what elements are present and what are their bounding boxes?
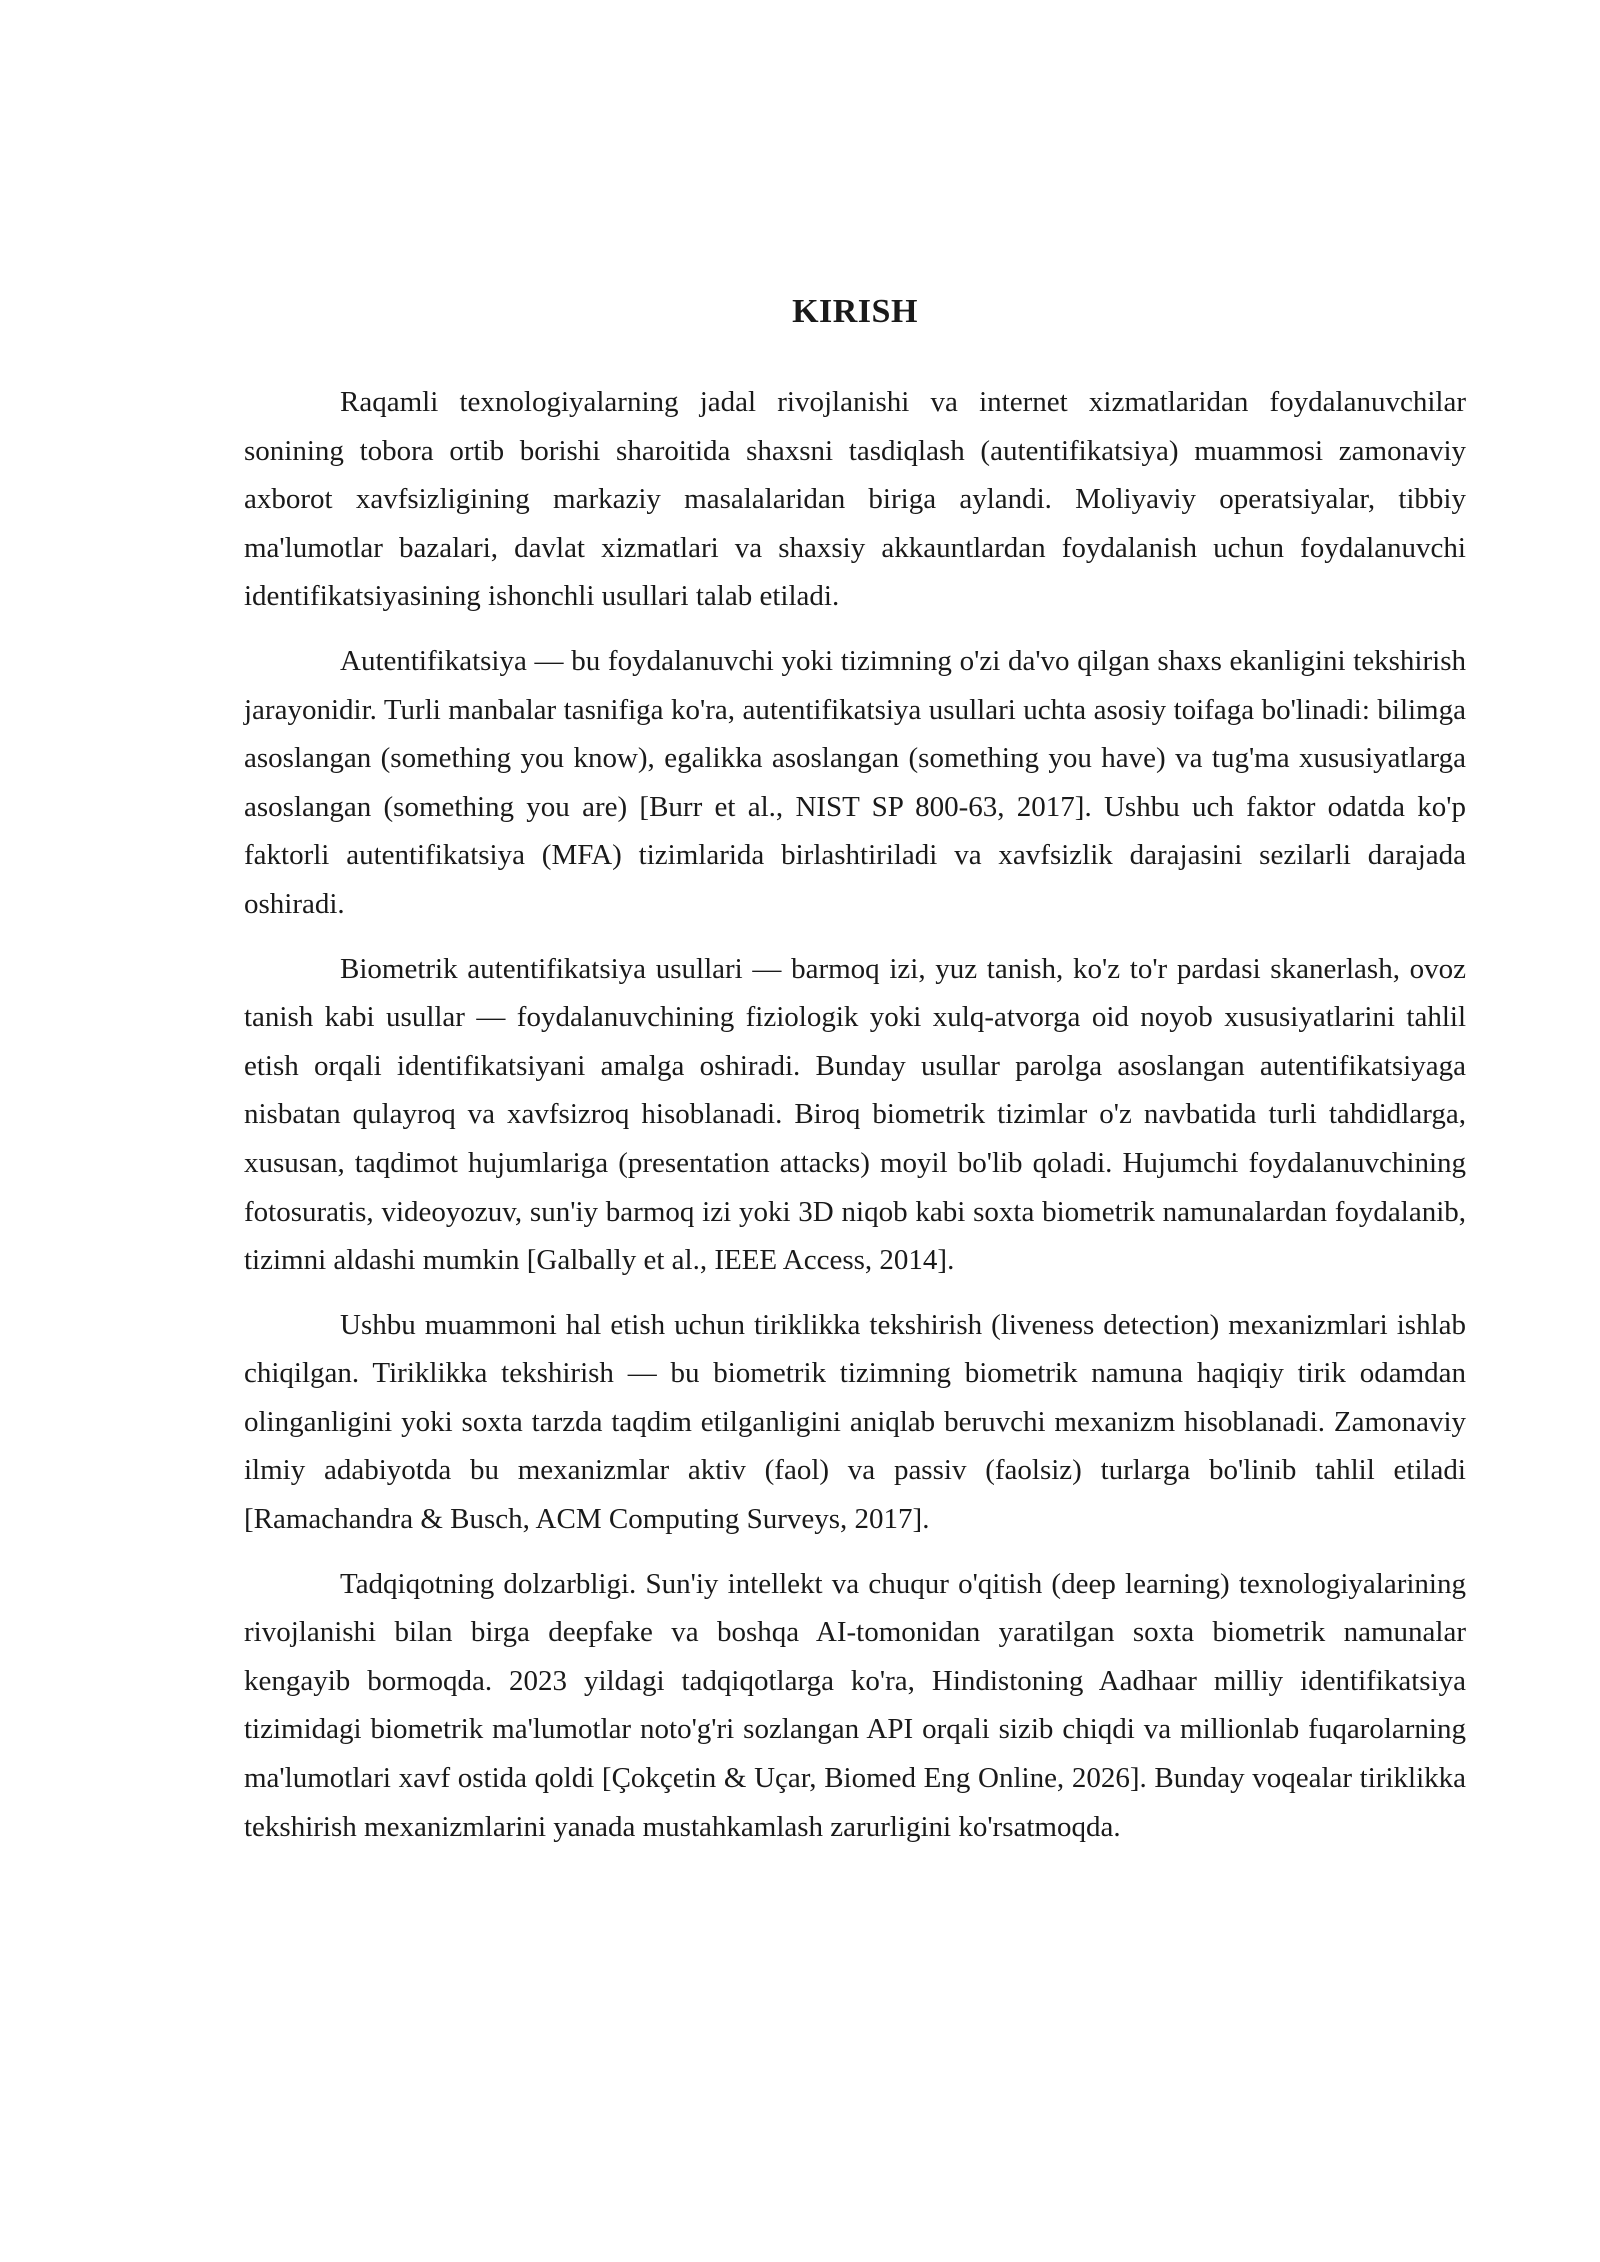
- paragraph-intro: Raqamli texnologiyalarning jadal rivojlanishi va internet xizmatlaridan foydalanuvchilar sonining tobora ortib borishi sharoitida shaxsni tasdiqlash (autentifikatsiya) muammosi zamonaviy axborot xavfsizligining markaziy masalalaridan biriga aylandi. Moliyaviy operatsiyalar, tibbiy ma'lumotlar bazalari, davlat xizmatlari va shaxsiy akkauntlardan foydalanish uchun foydalanuvchi identifikatsiyasining ishonchli usullari talab etiladi.: [244, 386, 1466, 613]
- paragraph-relevance: Tadqiqotning dolzarbligi. Sun'iy intellekt va chuqur o'qitish (deep learning) texnologiyalarining rivojlanishi bilan birga deepfake va boshqa AI-tomonidan yaratilgan soxta biometrik namunalar kengayib bormoqda. 2023 yildagi tadqiqotlarga ko'ra, Hindistoning Aadhaar milliy identifikatsiya tizimidagi biometrik ma'lumotlar noto'g'ri sozlangan API orqali sizib chiqdi va millionlab fuqarolarning ma'lumotlari xavf ostida qoldi [Çokçetin & Uçar, Biomed Eng Online, 2026]. Bunday voqealar tiriklikka tekshirish mexanizmlarini yanada mustahkamlash zarurligini ko'rsatmoqda.: [244, 1567, 1466, 1843]
- document-body: [244, 292, 1466, 1867]
- paragraph-liveness: Ushbu muammoni hal etish uchun tiriklikka tekshirish (liveness detection) mexanizmlari ishlab chiqilgan. Tiriklikka tekshirish — bu biometrik tizimning biometrik namuna haqiqiy tirik odamdan olinganligini yoki soxta tarzda taqdim etilganligini aniqlab beruvchi mexanizm hisoblanadi. Zamonaviy ilmiy adabiyotda bu mexanizmlar aktiv (faol) va passiv (faolsiz) turlarga bo'linib tahlil etiladi [Ramachandra & Busch, ACM Computing Surveys, 2017].: [244, 1308, 1466, 1536]
- paragraph-authentication: Autentifikatsiya — bu foydalanuvchi yoki tizimning o'zi da'vo qilgan shaxs ekanligini tekshirish jarayonidir. Turli manbalar tasnifiga ko'ra, autentifikatsiya usullari uchta asosiy toifaga bo'linadi: bilimga asoslangan (something you know), egalikka asoslangan (something you have) va tug'ma xususiyatlarga asoslangan (something you are) [Burr et al., NIST SP 800-63, 2017]. Ushbu uch faktor odatda ko'p faktorli autentifikatsiya (MFA) tizimlarida birlashtiriladi va xavfsizlik darajasini sezilarli darajada oshiradi.: [244, 644, 1466, 920]
- paragraph-biometric: Biometrik autentifikatsiya usullari — barmoq izi, yuz tanish, ko'z to'r pardasi skanerlash, ovoz tanish kabi usullar — foydalanuvchining fiziologik yoki xulq-atvorga oid noyob xususiyatlarini tahlil etish orqali identifikatsiyani amalga oshiradi. Bunday usullar parolga asoslangan autentifikatsiyaga nisbatan qulayroq va xavfsizroq hisoblanadi. Biroq biometrik tizimlar o'z navbatida turli tahdidlarga, xususan, taqdimot hujumlariga (presentation attacks) moyil bo'lib qoladi. Hujumchi foydalanuvchining fotosuratis, videoyozuv, sun'iy barmoq izi yoki 3D niqob kabi soxta biometrik namunalardan foydalanib, tizimni aldashi mumkin [Galbally et al., IEEE Access, 2014].: [244, 952, 1466, 1277]
- page-title: KIRISH: [792, 293, 918, 330]
